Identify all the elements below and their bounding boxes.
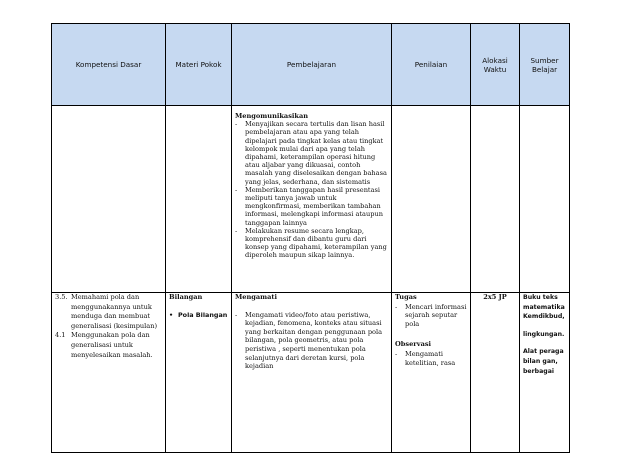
activity-list (235, 120, 388, 259)
section-heading: Mengomunikasikan (235, 112, 309, 120)
materi-item-label: Pola Bilangan (178, 310, 228, 319)
observasi-list (395, 350, 467, 367)
list-item: - Memberikan tanggapan hasil presentasi meliputi tanya jawab untuk mengkonfirmasi, memberikan tambahan informasi, melengkapi informasi ataupun tanggapan lainnya (235, 186, 388, 227)
cell-empty (52, 106, 166, 293)
tugas-heading: Tugas (395, 293, 417, 301)
list-item (55, 293, 162, 331)
bullet-icon: • (169, 310, 174, 319)
cell-materi-pokok (166, 293, 232, 453)
kd-number: 3.5. (55, 293, 68, 301)
cell-penilaian (392, 293, 471, 453)
observasi-heading: Observasi (395, 340, 432, 349)
list-item (55, 331, 162, 360)
list-item: - Mengamati video/foto atau peristiwa, kejadian, fenomena, konteks atau situasi yang berkaitan dengan penggunaan pola bilangan, pola geometris, atau pola peristiwa , seperti menentukan pola selanjutnya dari deretan kursi, pola kejadian (235, 311, 388, 371)
section-heading: Mengamati (235, 293, 277, 301)
alokasi-value: 2x5 JP (483, 293, 507, 301)
sumber-item: Buku teks matematika Kemdikbud, (523, 294, 565, 321)
kd-text: Memahami pola dan menggunakannya untuk menduga dan membuat generalisasi (kesimpulan) (71, 293, 158, 330)
cell-empty (471, 106, 520, 293)
header-kompetensi-dasar: Kompetensi Dasar (52, 24, 166, 106)
list-item: - Menyajikan secara tertulis dan lisan hasil pembelajaran atau apa yang telah dipelajari pada tingkat kelas atau tingkat kelompok mulai dari apa yang telah dipahami, keterampilan operasi hitung atau aljabar yang dikuasai, contoh masalah yang diselesaikan dengan bahasa yang jelas, sederhana, dan sistematis (235, 120, 388, 186)
header-alokasi-waktu: Alokasi Waktu (471, 24, 520, 106)
header-materi-pokok: Materi Pokok (166, 24, 232, 106)
list-item: - Melakukan resume secara lengkap, komprehensif dan dibantu guru dari konsep yang dipahami, keterampilan yang diperoleh maupun sikap lainnya. (235, 227, 388, 260)
header-row (52, 24, 570, 106)
cell-sumber-belajar (520, 293, 570, 453)
header-pembelajaran: Pembelajaran (232, 24, 392, 106)
tugas-list (395, 303, 467, 329)
materi-heading: Bilangan (169, 293, 203, 301)
list-item: - Mencari informasi sejarah seputar pola (395, 303, 467, 329)
rpp-table (51, 23, 570, 453)
cell-kompetensi-dasar (52, 293, 166, 453)
cell-empty (520, 106, 570, 293)
cell-empty (392, 106, 471, 293)
sumber-item: Alat peraga bilan gan, berbagai (523, 348, 564, 375)
kd-text: Menggunakan pola dan generalisasi untuk menyelesaikan masalah. (71, 331, 153, 359)
cell-pembelajaran (232, 106, 392, 293)
header-penilaian: Penilaian (392, 24, 471, 106)
header-sumber-belajar: Sumber Belajar (520, 24, 570, 106)
table-row (52, 293, 570, 453)
sumber-item: lingkungan. (523, 330, 565, 338)
activity-list (235, 311, 388, 371)
cell-empty (166, 106, 232, 293)
kd-list (55, 293, 162, 360)
cell-pembelajaran (232, 293, 392, 453)
kd-number: 4.1 (55, 331, 66, 340)
cell-alokasi-waktu (471, 293, 520, 453)
list-item: - Mengamati ketelitian, rasa (395, 350, 467, 367)
materi-item (169, 311, 228, 321)
table-row (52, 106, 570, 293)
